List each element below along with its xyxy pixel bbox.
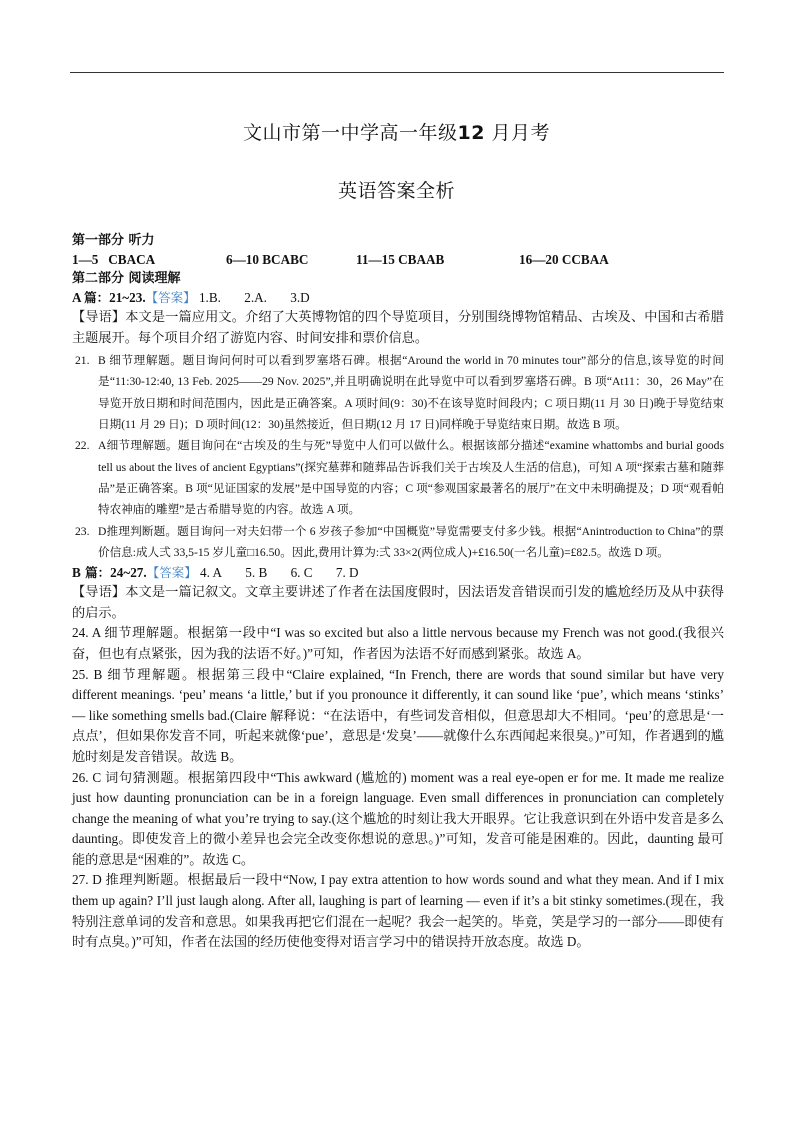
document-title (0, 118, 793, 145)
explanation-24: 24. A 细节理解题。根据第一段中“I was so excited but also a little nervous because my French was not good.(我很兴奋，但也有点紧张，因为我的法语不好。)”可知，作者因为法语不好而感到紧张。故选 A。 (72, 625, 724, 661)
answer-group-3: 11—15 CBAAB (356, 252, 445, 267)
explanation-23: 23. D推理判断题。题目询问一对夫妇带一个 6 岁孩子参加“中国概览”导览需要支付多少钱。根据“Anintroduction to China”的票价信息:成人弍 33,5-15 岁儿童□16.50。因此,费用计算为:弍 33×2(两位成人)+£16.50(一名儿童)=£82.5。故选 D 项。 (75, 524, 724, 559)
explanation-22: 22. A细节理解题。题目询问在“古埃及的生与死”导览中人们可以做什么。根据该部分描述“examine whattombs and burial goods tell us about the lives of ancient Egyptians”(探究墓葬和随葬品告诉我们关于古埃及人生活的信息)，可知 A 项“探索古墓和随葬品”是正确答案。B 项“见证国家的发展”是中国导览的内容；C 项“参观国家最著名的展厅”在文中未明确提及；D 项“观看帕特农神庙的雕塑”是古希腊导览的内容。故选 A 项。 (75, 439, 724, 517)
header-rule (70, 72, 724, 73)
answer-tag: 【答案】 (145, 290, 196, 305)
document-subtitle: 英语答案全析 (337, 180, 455, 202)
answer-item: 6. C (290, 565, 313, 581)
passage-b-label: B 篇：24~27. (72, 565, 147, 581)
answer-item: 5. B (245, 565, 268, 581)
answer-group-1: 1—5 CBACA (72, 252, 156, 267)
title-prefix: 文山市第一中学高一年级 (242, 122, 458, 144)
answer-group-4: 16—20 CCBAA (519, 252, 609, 267)
passage-a-header (72, 288, 724, 307)
explanation-27: 27. D 推理判断题。根据最后一段中“Now, I pay extra attention to how words sound and what they mean. And if I mix them up again? I’ll just laugh along. After all, laughing is part of learning — even if it’s a bit stinky sometimes.(现在，我特别注意单词的发音和意思。如果我再把它们混在一起呢？我会一起笑的。毕竟，笑是学习的一部分——即使有时有点臭。)”可知，作者在法国的经历使他变得对语言学习中的错误持开放态度。故选 D。 (72, 872, 724, 950)
title-suffix: 月月考 (491, 122, 551, 144)
listening-answers (72, 250, 724, 269)
passage-b-header (72, 563, 724, 582)
answer-item: 7. D (335, 565, 359, 581)
passage-a-label: A 篇：21~23. (72, 290, 146, 305)
part1-heading: 第一部分 听力 (72, 233, 155, 248)
answer-group-2: 6—10 BCABC (226, 252, 309, 267)
answer-item: 4. A (200, 565, 222, 581)
title-number: 12 (457, 122, 485, 144)
passage-a-guide: 【导语】本文是一篇应用文。介绍了大英博物馆的四个导览项目，分别围绕博物馆精品、古埃及、中国和古希腊主题展开。每个项目介绍了游览内容、时间安排和票价信息。 (72, 309, 724, 345)
answer-item: 3.D (290, 290, 310, 305)
explanation-26: 26. C 词句猜测题。根据第四段中“This awkward (尴尬的) moment was a real eye-open er for me. It made me realize just how daunting pronunciation can be in a foreign language. Even small differences in pronunciation can completely change the meaning of what you’re trying to say.(这个尴尬的时刻让我大开眼界。它让我意识到在外语中发音是多么 daunting。即使发音上的微小差异也会完全改变你想说的意思。)”可知，发音可能是困难的。因此，daunting 最可能的意思是“困难的”。故选 C。 (72, 769, 725, 867)
document-body (72, 231, 724, 953)
answer-tag: 【答案】 (146, 565, 197, 581)
answer-item: 2.A. (244, 290, 267, 305)
explanation-21: 21. B 细节理解题。题目询问何时可以看到罗塞塔石碑。根据“Around the world in 70 minutes tour”部分的信息,该导览的时间是“11:30-12:40, 13 Feb. 2025——29 Nov. 2025”,并且明确说明在此导览中可以看到罗塞塔石碑。B 项“At11：30，26 May”在导览开放日期和时间范围内，因此是正确答案。A 项时间(9：30)不在该导览时间段内；C 项日期(11 月 30 日)晚于导览结束日期(11 月 29 日)；D 项时间(12：30)虽然接近，但日期(12 月 17 日)同样晚于导览结束日期。故选 B 项。 (75, 354, 724, 432)
answer-item: 1.B. (198, 290, 221, 305)
passage-b-guide: 【导语】本文是一篇记叙文。文章主要讲述了作者在法国度假时，因法语发音错误而引发的尴尬经历及从中获得的启示。 (72, 584, 724, 620)
explanation-25: 25. B 细节理解题。根据第三段中“Claire explained, “In French, there are words that sound similar but have very different meanings. ‘peu’ means ‘a little,’ but if you pronounce it differently, it can sound like ‘pue’, which means ‘stinks’ — like something smells bad.(Claire 解释说：“在法语中，有些词发音相似，但意思却大不相同。‘peu’的意思是‘一点点’，但如果你发音不同，听起来就像‘pue’，意思是‘发臭’——就像什么东西闻起来很臭。)”可知，作者遇到的尴尬时刻是发音错误。故选 B。 (72, 666, 725, 764)
part2-heading: 第二部分 阅读理解 (72, 271, 181, 286)
